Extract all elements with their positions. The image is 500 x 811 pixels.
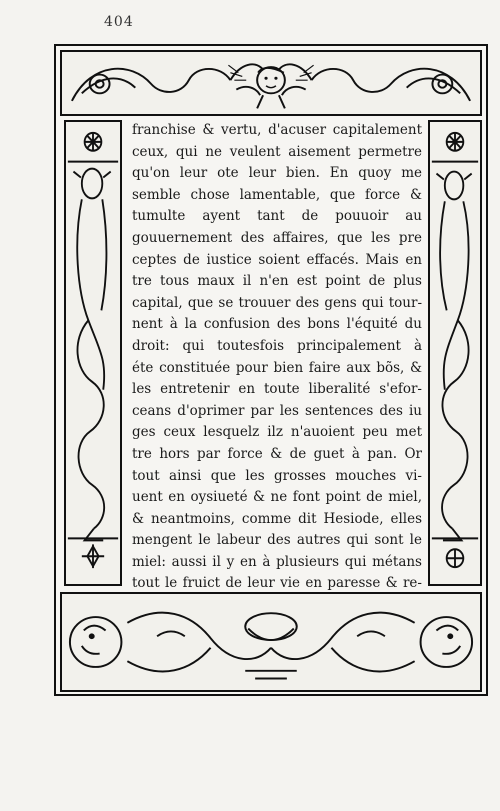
top-ornament-band [60,50,482,116]
bottom-ornament-band [60,592,482,692]
text-line: éte constituée pour bien faire aux bõs, & [132,359,422,376]
text-line: semble chose lamentable, que force & [132,186,422,203]
page-number: 404 [104,14,134,30]
satyr-figure-ornament-right [430,122,480,584]
text-line: les entretenir en toute liberalité s'efor- [132,381,422,398]
text-line: ceans d'oprimer par les sentences des iu [132,402,422,419]
body-text [132,120,422,592]
text-line: capital, que se trouuer des gens qui tour- [132,294,422,311]
text-line: tumulte ayent tant de pouuoir au [132,208,422,225]
text-line: nent à la confusion des bons l'équité du [132,316,422,333]
text-line: ceptes de iustice soient effacés. Mais en [132,251,422,268]
text-line: droit: qui toutesfois principalement à [132,337,422,354]
right-ornament-column [428,120,482,586]
text-line: ges ceux lesquelz ilz n'auoient peu met [132,424,422,441]
text-line: mengent le labeur des autres qui sont le [132,532,422,549]
text-line: tre tous maux il n'en est point de plus [132,273,422,290]
text-line: franchise & vertu, d'acuser capitalement [132,122,422,138]
text-line: uent en oysiueté & ne font point de miel, [132,489,422,506]
text-line: miel: aussi il y en à plusieurs qui métans [132,553,422,570]
profile-heads-ornament [62,594,480,690]
text-line: qu'on leur ote leur bien. En quoy me [132,165,422,182]
woodcut-border-frame [54,44,488,696]
text-line: ceux, qui ne veulent aisement permetre [132,143,422,160]
text-line: tout le fruict de leur vie en paresse & re- [132,575,422,592]
text-line: tout ainsi que les grosses mouches vi- [132,467,422,484]
left-ornament-column [64,120,122,586]
text-line: tre hors par force & de guet à pan. Or [132,445,422,462]
cherub-scroll-ornament [62,52,480,114]
satyr-figure-ornament-left [66,122,120,584]
text-line: gouuernement des affaires, que les pre [132,229,422,246]
text-line: & neantmoins, comme dit Hesiode, elles [132,510,422,527]
